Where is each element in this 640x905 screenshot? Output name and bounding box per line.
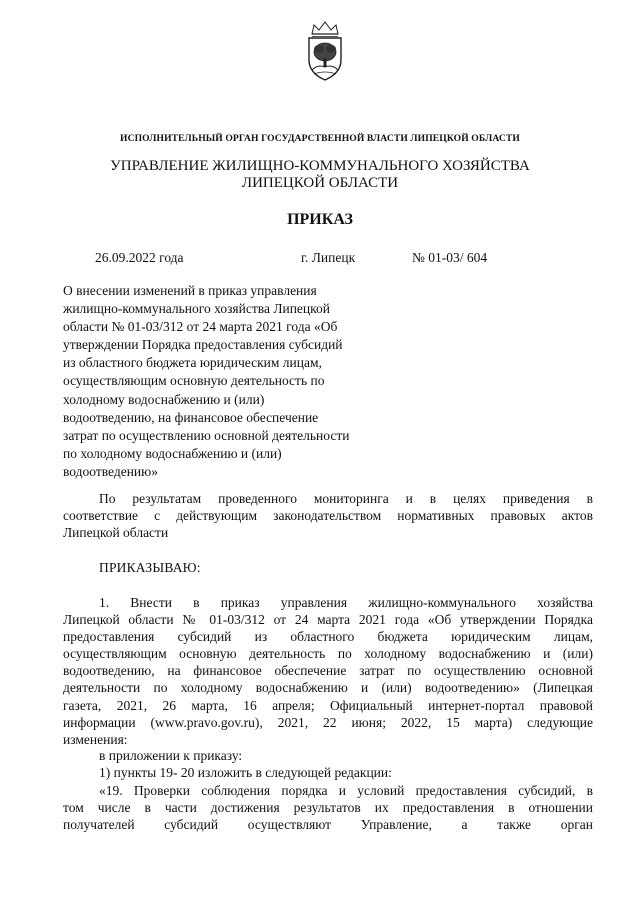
items-line: 1) пункты 19- 20 изложить в следующей редакции:	[99, 765, 392, 780]
subject-line: водоотведению»	[63, 463, 158, 479]
intro-paragraph	[63, 490, 593, 541]
appendix-line: в приложении к приказу:	[99, 748, 243, 763]
paragraph-line: газета, 2021, 26 марта, 16 апреля; Официальный интернет-портал правовой	[63, 697, 593, 713]
subject-line: утверждении Порядка предоставления субсидий	[63, 337, 343, 353]
paragraph-line: информации (www.pravo.gov.ru), 2021, 22 июня; 2022, 15 марта) следующие	[63, 714, 593, 730]
paragraph-line: получателей субсидий осуществляют Управление, а также орган	[63, 817, 593, 833]
subject-line: водоотведению, на финансовое обеспечение	[63, 409, 319, 425]
paragraph-line: соответствие с действующим законодательством нормативных правовых актов	[63, 508, 593, 524]
lipetsk-coat-of-arms-icon	[300, 20, 350, 82]
subject-line: О внесении изменений в приказ управления	[63, 283, 317, 298]
department-line: ЛИПЕЦКОЙ ОБЛАСТИ	[241, 175, 399, 191]
paragraph-line: Липецкой области № 01-03/312 от 24 марта 2021 года «Об утверждении Порядка	[63, 612, 593, 628]
order-city: г. Липецк	[301, 250, 356, 265]
paragraph-line: деятельности по холодному водоснабжению и (или) водоотведению» (Липецкая	[63, 680, 593, 696]
authority-name: ИСПОЛНИТЕЛЬНЫЙ ОРГАН ГОСУДАРСТВЕННОЙ ВЛАСТИ ЛИПЕЦКОЙ ОБЛАСТИ	[120, 133, 520, 144]
order-subject	[63, 282, 393, 481]
quoted-paragraph	[63, 782, 593, 833]
order-number: № 01-03/ 604	[412, 250, 488, 265]
subject-line: холодному водоснабжению и (или)	[63, 391, 265, 407]
department-name	[60, 158, 580, 192]
subject-line: жилищно-коммунального хозяйства Липецкой	[63, 301, 330, 317]
paragraph-line: предоставления субсидий из областного бюджета юридическим лицам,	[63, 629, 593, 645]
paragraph-line: «19. Проверки соблюдения порядка и условий предоставления субсидий, в	[99, 783, 593, 798]
paragraph-line: изменения:	[63, 731, 128, 747]
order-date: 26.09.2022 года	[95, 250, 184, 265]
paragraph-line: По результатам проведенного мониторинга и в целях приведения в	[99, 491, 593, 506]
subject-line: области № 01-03/312 от 24 марта 2021 года «Об	[63, 319, 338, 335]
department-line: УПРАВЛЕНИЕ ЖИЛИЩНО-КОММУНАЛЬНОГО ХОЗЯЙСТВА	[110, 158, 530, 174]
order-word: ПРИКАЗЫВАЮ:	[99, 560, 201, 575]
paragraph-line: 1. Внести в приказ управления жилищно-коммунального хозяйства	[99, 595, 593, 610]
point-1-paragraph	[63, 594, 593, 748]
paragraph-line: том числе в части достижения результатов их предоставления в отношении	[63, 800, 593, 816]
document-title: ПРИКАЗ	[287, 211, 353, 228]
paragraph-line: осуществляющим основную деятельность по холодному водоснабжению и (или)	[63, 646, 593, 662]
subject-line: по холодному водоснабжению и (или)	[63, 445, 282, 461]
subject-line: из областного бюджета юридическим лицам,	[63, 355, 322, 371]
subject-line: затрат по осуществлению основной деятельности	[63, 427, 350, 443]
paragraph-line: водоотведению, на финансовое обеспечение затрат по осуществлению основной	[63, 663, 593, 679]
paragraph-line: Липецкой области	[63, 525, 169, 541]
subject-line: осуществляющим основную деятельность по	[63, 373, 325, 389]
